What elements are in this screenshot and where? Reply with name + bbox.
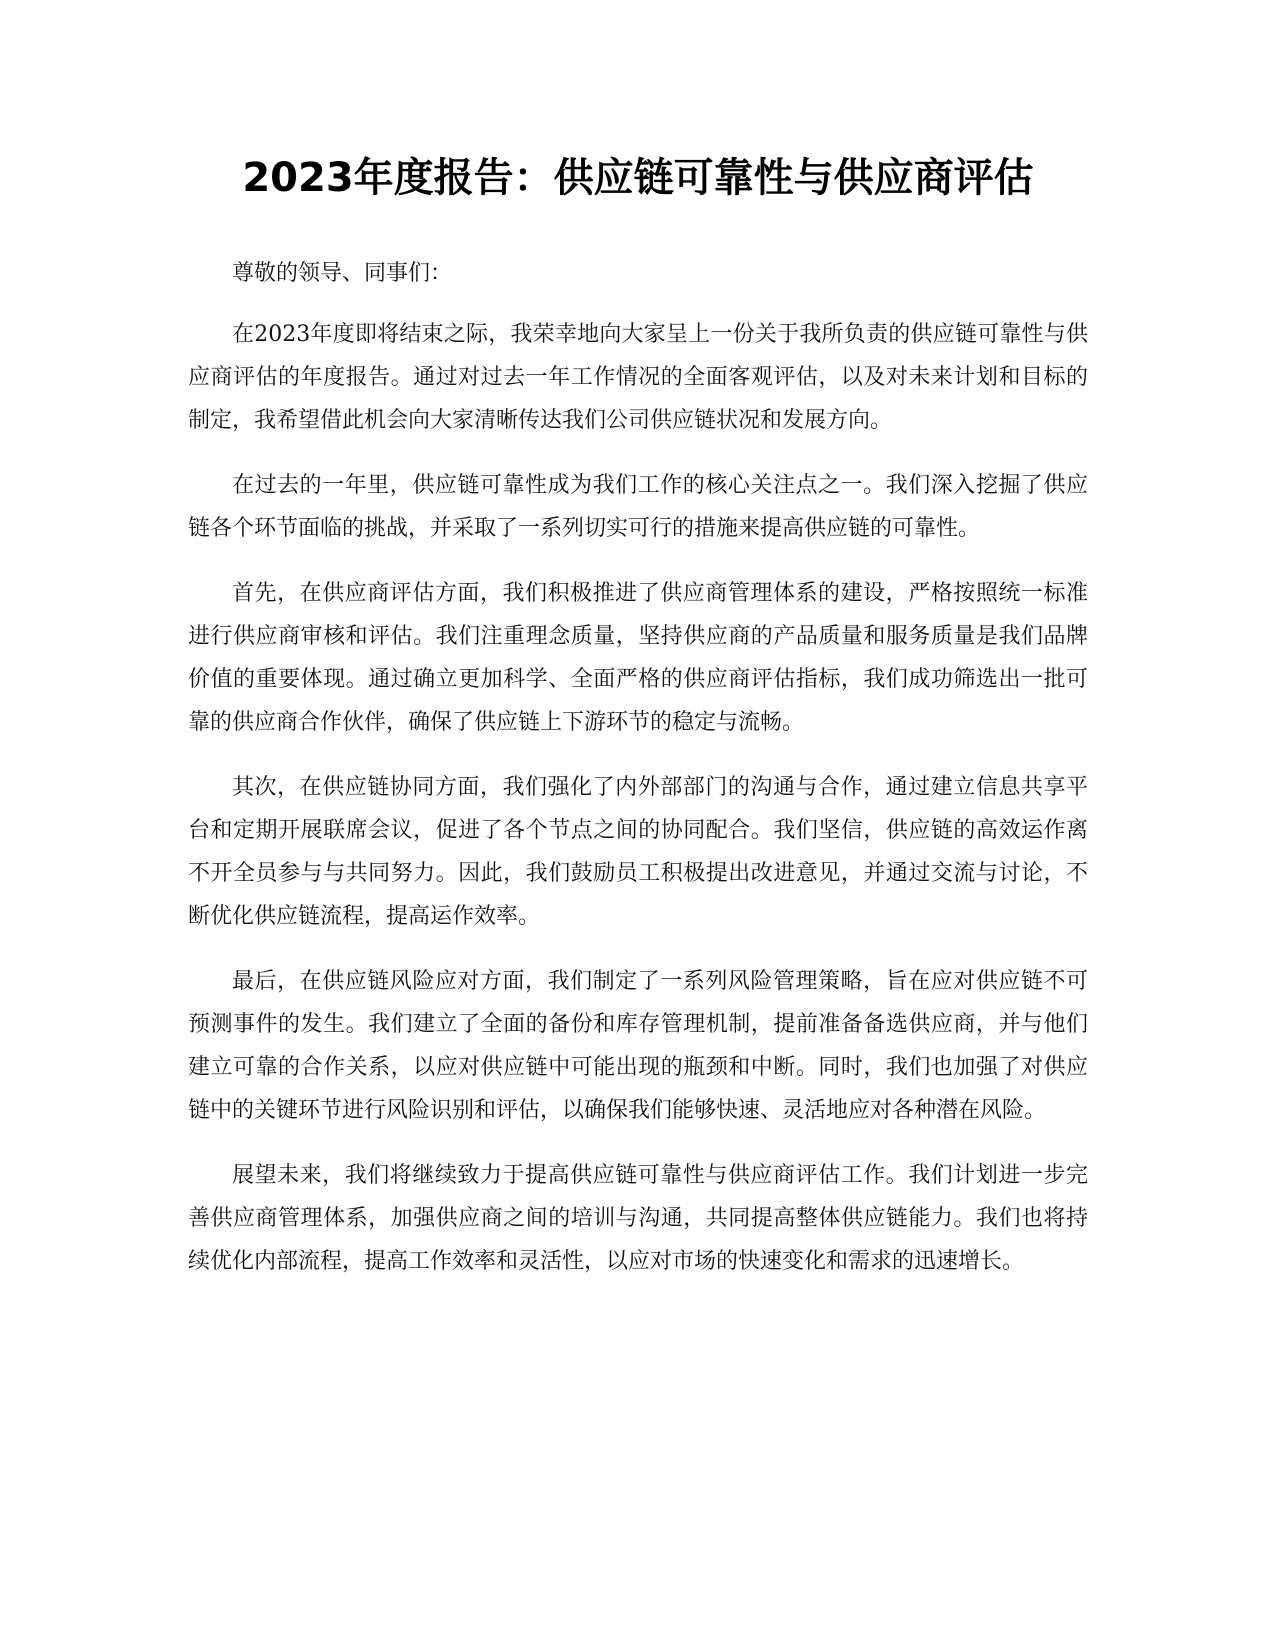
paragraph-intro: 在2023年度即将结束之际，我荣幸地向大家呈上一份关于我所负责的供应链可靠性与供应商评估的年度报告。通过对过去一年工作情况的全面客观评估，以及对未来计划和目标的制定，我希望借此机会向大家清晰传达我们公司供应链状况和发展方向。 bbox=[188, 322, 1088, 433]
paragraph-outlook: 展望未来，我们将继续致力于提高供应链可靠性与供应商评估工作。我们计划进一步完善供应商管理体系，加强供应商之间的培训与沟通，共同提高整体供应链能力。我们也将持续优化内部流程，提高工作效率和灵活性，以应对市场的快速变化和需求的迅速增长。 bbox=[188, 1163, 1088, 1274]
paragraph-reliability-focus: 在过去的一年里，供应链可靠性成为我们工作的核心关注点之一。我们深入挖掘了供应链各个环节面临的挑战，并采取了一系列切实可行的措施来提高供应链的可靠性。 bbox=[188, 473, 1088, 541]
document-body bbox=[188, 252, 1088, 1283]
paragraph-supplier-evaluation: 首先，在供应商评估方面，我们积极推进了供应商管理体系的建设，严格按照统一标准进行供应商审核和评估。我们注重理念质量，坚持供应商的产品质量和服务质量是我们品牌价值的重要体现。通过确立更加科学、全面严格的供应商评估指标，我们成功筛选出一批可靠的供应商合作伙伴，确保了供应链上下游环节的稳定与流畅。 bbox=[188, 581, 1088, 735]
paragraph-risk-management: 最后，在供应链风险应对方面，我们制定了一系列风险管理策略，旨在应对供应链不可预测事件的发生。我们建立了全面的备份和库存管理机制，提前准备备选供应商，并与他们建立可靠的合作关系，以应对供应链中可能出现的瓶颈和中断。同时，我们也加强了对供应链中的关键环节进行风险识别和评估，以确保我们能够快速、灵活地应对各种潜在风险。 bbox=[188, 969, 1088, 1123]
salutation: 尊敬的领导、同事们： bbox=[232, 261, 453, 286]
paragraph-supply-chain-collaboration: 其次，在供应链协同方面，我们强化了内外部部门的沟通与合作，通过建立信息共享平台和定期开展联席会议，促进了各个节点之间的协同配合。我们坚信，供应链的高效运作离不开全员参与与共同努力。因此，我们鼓励员工积极提出改进意见，并通过交流与讨论，不断优化供应链流程，提高运作效率。 bbox=[188, 775, 1088, 929]
document-title: 2023年度报告：供应链可靠性与供应商评估 bbox=[242, 155, 1034, 201]
